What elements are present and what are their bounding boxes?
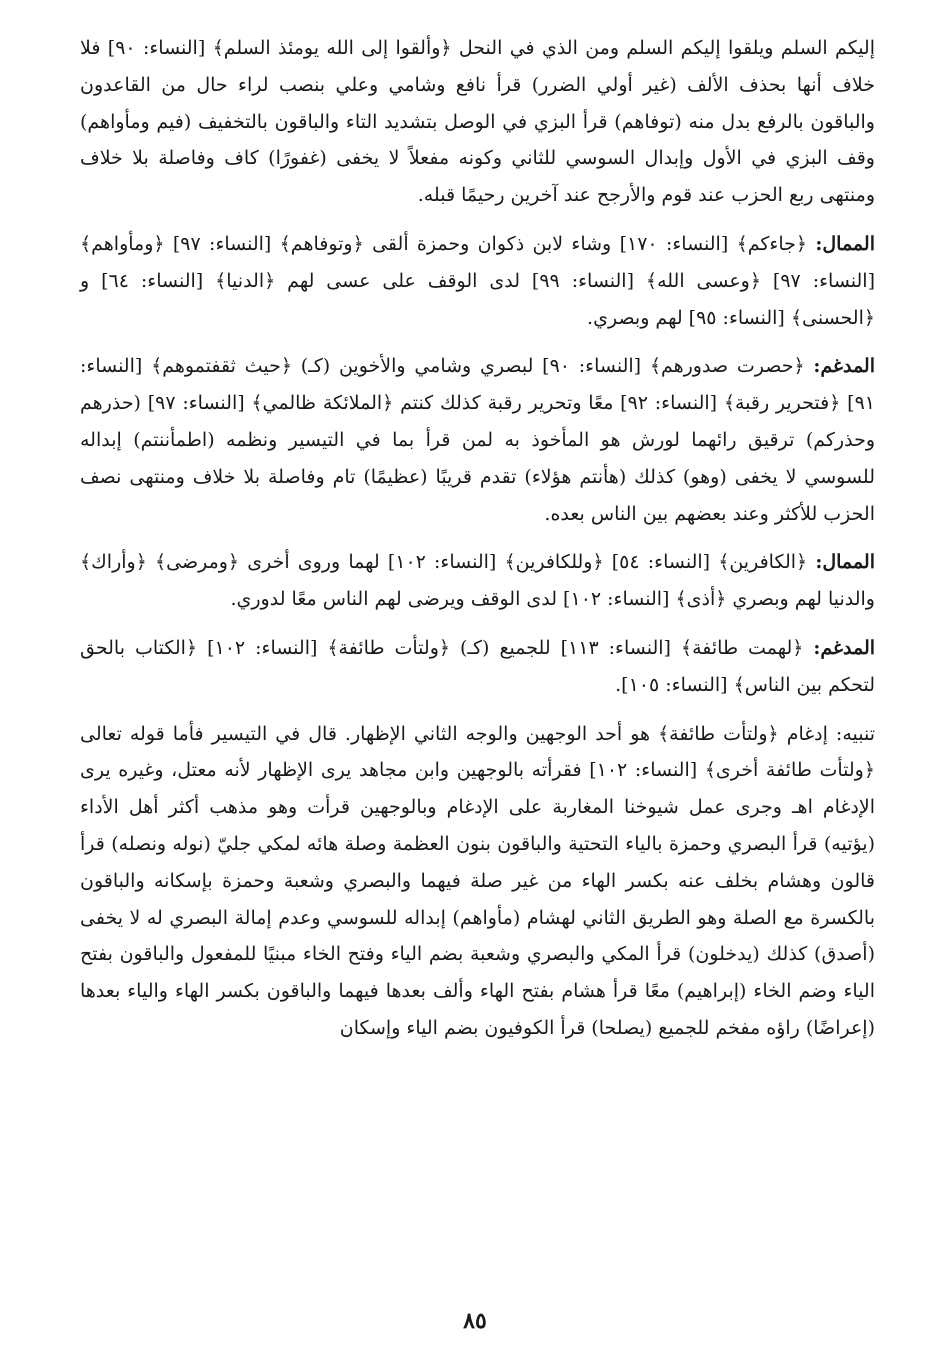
paragraph-label: المدغم: (813, 355, 875, 378)
paragraph-label: الممال: (815, 232, 875, 255)
paragraph-mumal-2 (80, 544, 875, 618)
paragraph-mudgham-1 (80, 348, 875, 532)
paragraph-mudgham-2 (80, 630, 875, 704)
paragraph-mumal-1 (80, 226, 875, 336)
paragraph-text: ﴿حصرت صدورهم﴾ [النساء: ٩٠] لبصري وشامي والأخوين (كـ) ﴿حيث ثقفتموهم﴾ [النساء: ٩١] ﴿فتحرير رقبة﴾ [النساء: ٩٢] معًا وتحرير رقبة كذلك كنتم ﴿الملائكة ظالمي﴾ [النساء: ٩٧] (حذرهم وحذركم) ترقيق رائهما لورش هو المأخوذ به لمن قرأ بما في التيسير ونظمه (اطمأننتم) إبداله للسوسي لا يخفى (وهو) كذلك (هأنتم هؤلاء) تقدم قريبًا (عظيمًا) تام وفاصلة بلا خلاف ومنتهى نصف الحزب للأكثر وعند بعضهم بين الناس بعده. (80, 355, 875, 525)
paragraph-label: المدغم: (813, 636, 876, 659)
paragraph-intro (80, 30, 875, 214)
paragraph-text: ﴿لهمت طائفة﴾ [النساء: ١١٣] للجميع (كـ) ﴿ولتأت طائفة﴾ [النساء: ١٠٢] ﴿الكتاب بالحق لتحكم بين الناس﴾ [النساء: ١٠٥]. (80, 636, 875, 696)
paragraph-tanbih (80, 716, 875, 1047)
paragraph-text: تنبيه: إدغام ﴿ولتأت طائفة﴾ هو أحد الوجهين والوجه الثاني الإظهار. قال في التيسير فأما قوله تعالى ﴿ولتأت طائفة أخرى﴾ [النساء: ١٠٢] فقرأته بالوجهين وابن مجاهد يرى الإظهار لأنه معتل، وغيره يرى الإدغام اهـ وجرى عمل شيوخنا المغاربة على الإدغام وبالوجهين قرأت وهو مذهب أكثر أهل الأداء (يؤتيه) قرأ البصري وحمزة بالياء التحتية والباقون بنون العظمة وصلة هائه لمكي جليّ (نوله ونصله) قرأ قالون وهشام بخلف عنه بكسر الهاء من غير صلة فيهما والبصري وشعبة وحمزة بإسكانه والباقون بالكسرة مع الصلة وهو الطريق الثاني لهشام (مأواهم) إبداله للسوسي وعدم إمالة البصري له لا يخفى (أصدق) كذلك (يدخلون) قرأ المكي والبصري وشعبة بضم الياء وفتح الخاء مبنيًا للمفعول والباقون بفتح الياء وضم الخاء (إبراهيم) معًا قرأ هشام بفتح الهاء وألف بعدها فيهما والباقون بكسر الهاء والياء بعدها (إعراضًا) راؤه مفخم للجميع (يصلحا) قرأ الكوفيون بضم الياء وإسكان (80, 722, 875, 1039)
paragraph-text: إليكم السلم ويلقوا إليكم السلم ومن الذي في النحل ﴿وألقوا إلى الله يومئذ السلم﴾ [النساء: ٩٠] فلا خلاف أنها بحذف الألف (غير أولي الضرر) قرأ نافع وشامي وعلي بنصب لراء حال من القاعدون والباقون بالرفع بدل منه (توفاهم) قرأ البزي في الوصل بتشديد التاء والباقون بالتخفيف (فيم ومأواهم) وقف البزي في الأول وإبدال السوسي للثاني وكونه مفعلاً لا يخفى (غفورًا) كاف وفاصلة بلا خلاف ومنتهى ربع الحزب عند قوم والأرجح عند آخرين رحيمًا قبله. (80, 37, 875, 207)
paragraph-text: ﴿الكافرين﴾ [النساء: ٥٤] ﴿وللكافرين﴾ [النساء: ١٠٢] لهما وروى أخرى ﴿ومرضى﴾ ﴿وأراك﴾ والدنيا لهم وبصري ﴿أذى﴾ [النساء: ١٠٢] لدى الوقف ويرضى لهم الناس معًا لدوري. (80, 551, 875, 611)
page-number: ٨٥ (463, 1308, 487, 1334)
paragraph-label: الممال: (815, 551, 875, 574)
page-body (80, 30, 875, 1320)
paragraph-text: ﴿جاءكم﴾ [النساء: ١٧٠] وشاء لابن ذكوان وحمزة ألقى ﴿وتوفاهم﴾ [النساء: ٩٧] ﴿ومأواهم﴾ [النساء: ٩٧] ﴿وعسى الله﴾ [النساء: ٩٩] لدى الوقف على عسى لهم ﴿الدنيا﴾ [النساء: ٦٤] و ﴿الحسنى﴾ [النساء: ٩٥] لهم وبصري. (80, 232, 875, 329)
